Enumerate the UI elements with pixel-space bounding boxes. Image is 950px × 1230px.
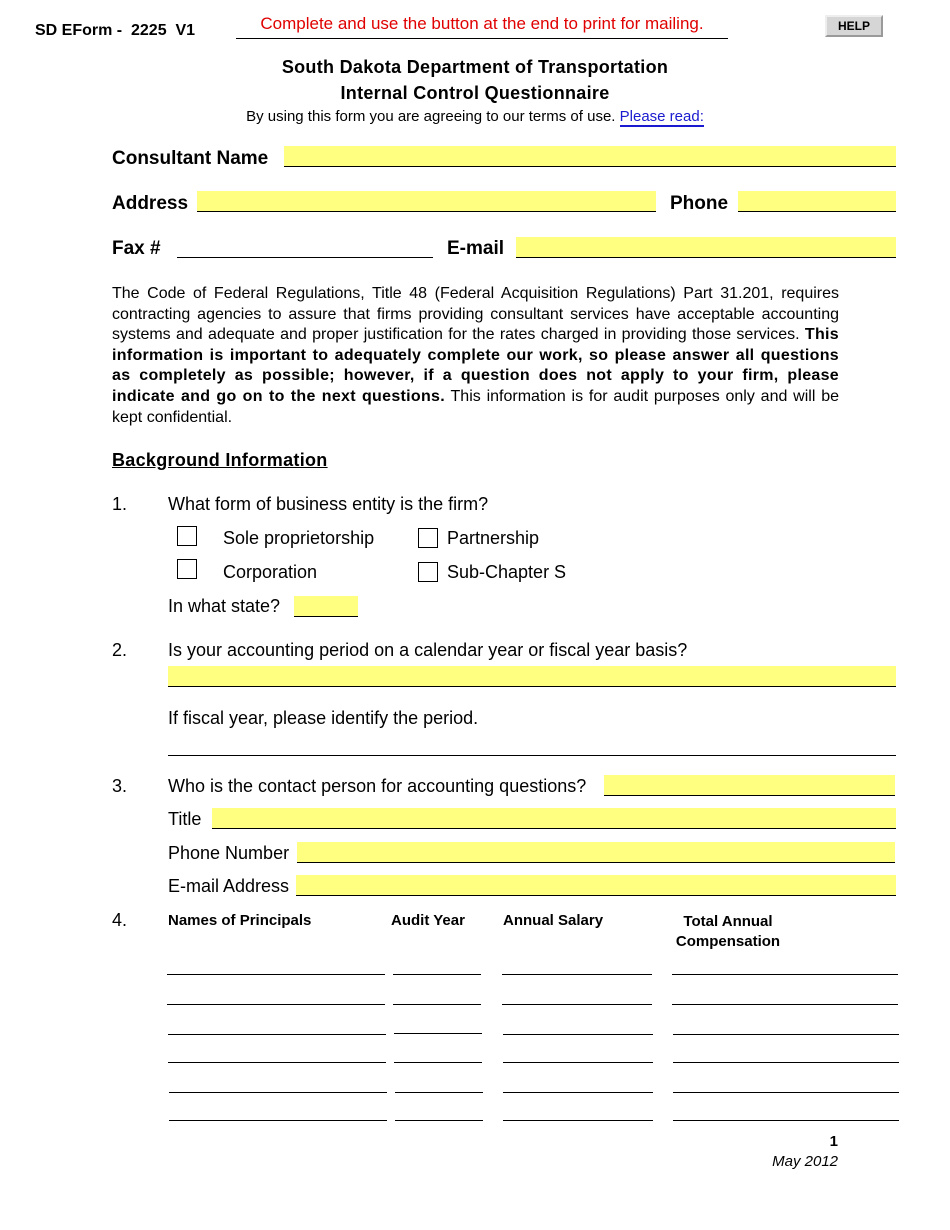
principal-audit-year-field[interactable] [393, 1003, 481, 1005]
principal-total-field[interactable] [672, 973, 898, 975]
option-partnership: Partnership [447, 528, 540, 548]
q3-number: 3. [112, 776, 128, 796]
email-label: E-mail [447, 238, 505, 259]
print-notice: Complete and use the button at the end to print for mailing. [260, 14, 704, 33]
principal-salary-field[interactable] [502, 973, 652, 975]
department-title: South Dakota Department of Transportation [281, 57, 669, 77]
print-notice-underline [236, 38, 728, 39]
principal-audit-year-field[interactable] [395, 1091, 483, 1093]
principal-name-field[interactable] [168, 1033, 386, 1035]
col-header-audit-year: Audit Year [391, 912, 465, 929]
address-label: Address [112, 193, 189, 214]
fiscal-year-text: If fiscal year, please identify the period. [168, 708, 479, 728]
principal-total-field[interactable] [673, 1033, 899, 1035]
intro-paragraph [112, 284, 839, 428]
q1-number: 1. [112, 494, 128, 514]
q1-text: What form of business entity is the firm? [168, 494, 489, 514]
fax-label: Fax # [112, 238, 161, 259]
phone-label: Phone [670, 193, 729, 214]
option-sub-chapter-s: Sub-Chapter S [447, 562, 567, 582]
principal-audit-year-field[interactable] [394, 1032, 482, 1034]
principal-audit-year-field[interactable] [395, 1119, 483, 1121]
contact-email-field[interactable] [296, 875, 896, 896]
q2-text: Is your accounting period on a calendar year or fiscal year basis? [168, 640, 688, 660]
help-button[interactable]: HELP [825, 15, 883, 37]
intro-text-bold: This information is important to adequately complete our work, so please answer all questions as completely as possible; however, if a question does not apply to your firm, please indicate and go on to the next questions. [112, 326, 839, 405]
terms-line [0, 108, 950, 125]
principal-name-field[interactable] [169, 1119, 387, 1121]
contact-phone-field[interactable] [297, 842, 895, 863]
q2-number: 2. [112, 640, 128, 660]
option-corporation: Corporation [223, 562, 318, 582]
principal-total-field[interactable] [673, 1061, 899, 1063]
principal-total-field[interactable] [673, 1119, 899, 1121]
col-header-total-line2: Compensation [675, 933, 781, 950]
contact-title-label: Title [168, 809, 202, 829]
address-field[interactable] [197, 191, 656, 212]
state-field[interactable] [294, 596, 358, 617]
fiscal-period-field[interactable] [168, 735, 896, 756]
phone-field[interactable] [738, 191, 896, 212]
checkbox-sub-chapter-s[interactable] [418, 562, 438, 582]
consultant-name-label: Consultant Name [112, 148, 269, 169]
terms-link[interactable]: Please read: [619, 108, 704, 125]
principal-audit-year-field[interactable] [394, 1061, 482, 1063]
principal-salary-field[interactable] [503, 1091, 653, 1093]
intro-text-2: This information is for audit purposes only and will be kept confidential. [112, 387, 840, 426]
principal-name-field[interactable] [169, 1091, 387, 1093]
checkbox-partnership[interactable] [418, 528, 438, 548]
principal-salary-field[interactable] [503, 1119, 653, 1121]
principal-total-field[interactable] [673, 1091, 899, 1093]
col-header-total-line1: Total Annual [683, 913, 773, 930]
form-id: SD EForm - 2225 V1 [35, 22, 196, 39]
principal-total-field[interactable] [672, 1003, 898, 1005]
checkbox-corporation[interactable] [177, 559, 197, 579]
principal-name-field[interactable] [167, 1003, 385, 1005]
contact-email-label: E-mail Address [168, 876, 290, 896]
terms-text: By using this form you are agreeing to our terms of use. [246, 108, 616, 125]
intro-text-1: The Code of Federal Regulations, Title 48 (Federal Acquisition Regulations) Part 31.201, requires contracting agencies to assure that firms providing consultant services have acceptable accounting systems and adequate and proper justification for the rates charged in providing those services. [112, 285, 839, 344]
col-header-names: Names of Principals [168, 912, 312, 929]
principal-name-field[interactable] [167, 973, 385, 975]
section-title: Background Information [112, 450, 328, 470]
q4-number: 4. [112, 910, 128, 930]
contact-title-field[interactable] [212, 808, 896, 829]
page-number: 1 [829, 1133, 838, 1150]
email-field[interactable] [516, 237, 896, 258]
principal-salary-field[interactable] [503, 1061, 653, 1063]
accounting-period-field[interactable] [168, 666, 896, 687]
fax-field[interactable] [177, 237, 433, 258]
principal-name-field[interactable] [168, 1061, 386, 1063]
form-title: Internal Control Questionnaire [340, 83, 610, 103]
contact-person-field[interactable] [604, 775, 895, 796]
principal-salary-field[interactable] [502, 1003, 652, 1005]
form-date: May 2012 [772, 1153, 838, 1170]
q3-text: Who is the contact person for accounting questions? [168, 776, 587, 796]
col-header-salary: Annual Salary [503, 912, 604, 929]
col-header-total [670, 912, 786, 952]
contact-phone-label: Phone Number [168, 843, 290, 863]
option-sole-proprietorship: Sole proprietorship [223, 528, 375, 548]
consultant-name-field[interactable] [284, 146, 896, 167]
state-label: In what state? [168, 596, 281, 616]
checkbox-sole-proprietorship[interactable] [177, 526, 197, 546]
principal-salary-field[interactable] [503, 1033, 653, 1035]
principal-audit-year-field[interactable] [393, 973, 481, 975]
